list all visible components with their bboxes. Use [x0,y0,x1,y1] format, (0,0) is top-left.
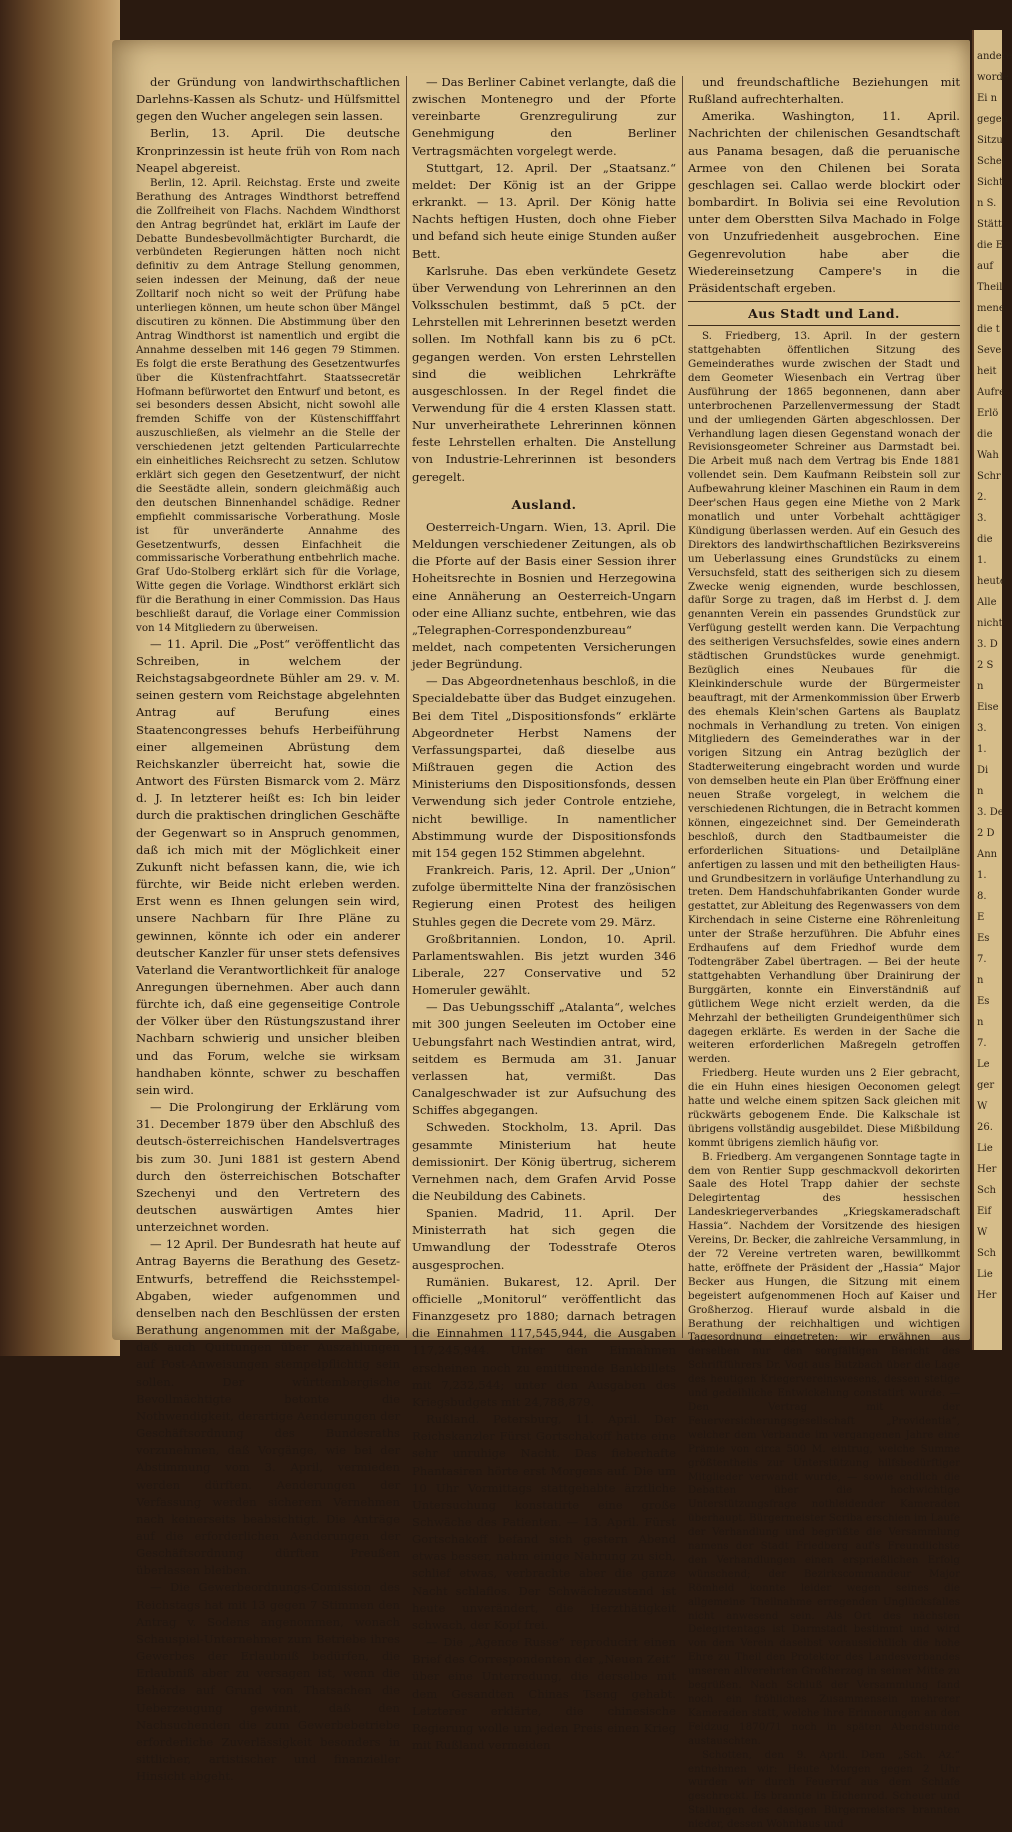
next-page-fragment: 3. [977,513,987,524]
next-page-fragment: nicht [977,618,1003,629]
article-paragraph: S. Friedberg, 13. April. In der gestern stattgehabten öffentlichen Sitzung des Gemeinderathes wurde zwischen der Stadt und dem Geometer Wiesenbach ein Vertrag über Ausführung der 1865 begonnenen, dann aber unterbrochenen Parzellenvermessung der Stadt und der umliegenden Gärten abgeschlossen. Der Verhandlung lagen diesen Gegenstand wonach der Revisionsgeometer Schreiner aus Darmstadt bei. Die Arbeit muß nach dem Vertrag bis Ende 1881 vollendet sein. Dem Kaufmann Reibstein soll zur Aufbewahrung kleiner Maschinen ein Raum in dem Deer'schen Haus gegen eine Miethe von 2 Mark monatlich und unter Vorbehalt achttägiger Kündigung überlassen werden. Auf ein Gesuch des Direktors des landwirthschaftlichen Bezirksvereins um Ueberlassung eines Grundstücks zu einem Versuchsfeld, statt des seitherigen sich zu diesem Zwecke wenig eignenden, wurde beschlossen, dafür Sorge zu tragen, daß im Herbst d. J. dem genannten Verein ein passendes Grundstück zur Verfügung gestellt werden kann. Die Verpachtung des seitherigen Versuchsfeldes, sowie eines andern städtischen Grundstückes wurde genehmigt. Bezüglich eines Neubaues für die Kleinkinderschule wurde der Bürgermeister beauftragt, mit der Armenkommission über Erwerb des ehemals Klein'schen Gartens als Bauplatz nochmals in Verhandlung zu treten. Von einigen Mitgliedern des Gemeinderathes war in der vorigen Sitzung ein Antrag bezüglich der Stadterweiterung eingebracht worden und wurde von demselben heute ein Plan über Eröffnung einer neuen Straße vorgelegt, in welchem die verschiedenen Richtungen, die in Betracht kommen können, eingezeichnet sind. Der Gemeinderath beschloß, durch den Stadtbaumeister die erforderlichen Situations- und Detailpläne anfertigen zu lassen und mit den betheiligten Haus- und Grundbesitzern in vorläufige Unterhandlung zu treten. Dem Handschuhfabrikanten Gonder wurde gestattet, zur Ableitung des Regenwassers von dem Kirchendach in seine Cisterne eine Röhrenleitung unter der Straße herzuführen. Die Abfuhr eines Erdhaufens auf dem Friedhof wurde dem Todtengräber Zabel übertragen. — Bei der heute stattgehabten Verhandlung über Drainirung der Burggärten, konnte ein Einverständniß auf gütlichem Wege nicht erzielt werden, da die Mehrzahl der betheiligten Grundeigenthümer sich dagegen erklärte. Es werden in der Sache die weiteren erforderlichen Maßregeln getroffen werden. [688,330,960,1066]
book-binding [0,0,120,1356]
article-paragraph: Großbritannien. London, 10. April. Parlamentswahlen. Bis jetzt wurden 346 Liberale, 227 Conservative und 52 Homeruler gewählt. [412,931,676,998]
next-page-fragment: die [977,534,993,545]
column-rule [682,76,683,1338]
next-page-fragment: heit [977,366,997,377]
article-paragraph: — Das Uebungsschiff „Atalanta“, welches mit 300 jungen Seeleuten im October eine Uebungsfahrt nach Westindien antrat, wird, seitdem es Bermuda am 31. Januar verlassen hat, vermißt. Das Canalgeschwader ist zur Aufsuchung des Schiffes abgegangen. [412,1000,676,1118]
next-page-fragment: W [977,1101,988,1112]
next-page-fragment: Es [977,996,990,1007]
next-page-fragment: n S. [977,198,997,209]
next-page-fragment: 8. [977,891,987,902]
article-paragraph: — 11. April. Die „Post“ veröffentlicht das Schreiben, in welchem der Reichstagsabgeordnete Bühler am 29. v. M. seinen gestern vom Reichstage abgelehnten Antrag auf Berufung eines Staatencongresses behufs Herbeiführung einer allgemeinen Abrüstung dem Reichskanzler überreicht hat, sowie die Antwort des Fürsten Bismarck vom 2. März d. J. In letzterer heißt es: Ich bin leider durch die praktischen dringlichen Geschäfte der Gegenwart so in Anspruch genommen, daß ich mich mit der Möglichkeit einer Zukunft nicht befassen kann, die, wie ich fürchte, wir Beide nicht erleben werden. Erst wenn es Ihnen gelungen sein wird, unsere Nachbarn für Ihre Pläne zu gewinnen, könnte ich oder ein anderer deutscher Kanzler für unser stets defensives Vaterland die Verantwortlichkeit für analoge Anregungen übernehmen. Aber auch dann fürchte ich, daß eine gegenseitige Controle der Völker über den Rüstungszustand ihrer Nachbarn schwierig und unsicher bleiben und das Forum, welche sie wirksam handhaben könnte, schwer zu beschaffen sein wird. [136,636,400,1097]
article-paragraph: — 12 April. Der Bundesrath hat heute auf Antrag Bayerns die Berathung des Gesetz-Entwurfs, betreffend die Reichsstempel-Abgaben, wieder aufgenommen und denselben nach den Beschlüssen der ersten Berathung angenommen mit der Maßgabe, daß auch Quittungen über Auszahlungen auf Post-Anweisungen stempelpflichtig sein sollen. Der württembergische Bevollmächtigte betonte die Nothwendigkeit, derartige Aenderungen der Geschäftsordnung des Bundesraths vorzunehmen, daß Vorgänge, wie bei der Abstimmung vom 3. April, vermieden werden dürften. Aenderungen der Verfassung werden sicherem Vernehmen nach keinerseits beabsichtigt. Die Anträge auf die erforderlichen Aenderungen der Geschäftsordnung dürften Preußen überlassen bleiben. [136,1237,400,1578]
next-page-fragment: Di [977,765,989,776]
next-page-fragment: Seve [977,345,1002,356]
next-page-fragment: Eif [977,1206,992,1217]
next-page-fragment: 3. D [977,639,998,650]
column-3 [688,74,960,1831]
article-paragraph: — Die Gewerbeordnungs-Comission des Reichstags hat mit 13 gegen 7 Stimmen den Antrag v. Sodens angenommen, wonach Schauspiel-Unternehmer zum Betriebe ihres Gewerbes der Erlaubniß bedürfen, die Erlaubniß aber zu versagen ist, wenn die Behörde auf Grund von Thatsachen die Ueberzeugung gewinnt, daß den Nachsuchenden die zum Gewerbebetriebe erforderliche Zuverlässigkeit besonders in sittlicher, artistischer und finanzieller Hinsicht abgeht. [136,1580,400,1784]
article-paragraph: — Die Prolongirung der Erklärung vom 31. December 1879 über den Abschluß des deutsch-österreichischen Handelsvertrages bis zum 30. Juni 1881 ist gestern Abend durch den österreichischen Botschafter Szechenyi und den Vertretern des deutschen auswärtigen Amtes hier unterzeichnet worden. [136,1100,400,1235]
article-paragraph: Rußland. Petersburg, 11. April. Der Reichskanzler Fürst Gortschakoff hatte eine sehr unruhige Nacht. Das fieberhafte Phantasiren hörte erst Morgens auf. Die um 10 Uhr Vormittags stattgehabte ärztliche Untersuchung konstatirte eine große Schwäche des Patienten. — 13. April. Fürst Gortschakoff befand sich gestern Abend etwas besser, nahm einige Nahrung zu sich, schlief etwas, verbrachte aber die ganze Nacht schlaflos. Der Schwächezustand ist heute unverändert, die Herzthätigkeit schwach, der Kopf frei. [412,1412,676,1632]
section-heading: Ausland. [511,496,577,512]
next-page-fragment: die E [977,240,1003,251]
next-page-fragment: Erlö [977,408,999,419]
next-page-fragment: 2. [977,492,987,503]
next-page-fragment: Schei [977,156,1006,167]
next-page-fragment: E [977,912,985,923]
article-paragraph: Friedberg. Heute wurden uns 2 Eier gebracht, die ein Huhn eines hiesigen Oeconomen gelegt hatte und welche einem spitzen Sack gleichen mit rückwärts gebogenem Ende. Die Kalkschale ist übrigens vollständig ausgebildet. Diese Mißbildung kommt übrigens ziemlich häufig vor. [688,1067,960,1149]
next-page-fragment: Lie [977,1269,993,1280]
next-page-fragment: Alle [977,597,997,608]
article-paragraph: Rumänien. Bukarest, 12. April. Der officielle „Monitorul“ veröffentlicht das Finanzgesetz pro 1880; darnach betragen die Einnahmen 117,545,944, die Ausgaben 117,245,944. Unter den Einnahmen erscheinen noch zu emittirende Bankbillets mit 7,232,544; unter den Ausgaben des Kriegsbudgets mit 24,788,879. [412,1274,676,1409]
next-page-fragment: 2 D [977,828,995,839]
article-paragraph: und freundschaftliche Beziehungen mit Rußland aufrechterhalten. [688,75,960,107]
next-page-fragment: n [977,681,984,692]
article-paragraph: Spanien. Madrid, 11. April. Der Ministerrath hat sich gegen die Umwandlung der Todesstrafe Oteros ausgesprochen. [412,1206,676,1272]
next-page-fragment: Wah [977,450,999,461]
article-paragraph: Berlin, 13. April. Die deutsche Kronprinzessin ist heute früh von Rom nach Neapel abgereist. [136,126,400,175]
article-paragraph: — Die „Agence Russe“ reproducirt einen Brief des Correspondenten der „Neuen Zeit“ über eine Unterredung, die derselbe mit dem Gesandten Chinas Tseng gehabt. Letzterer erklärte, die chinesische Regierung wolle um jeden Preis einen Krieg mit Rußland vermeiden [412,1635,676,1752]
next-page-fragment: Sch [977,1248,996,1259]
next-page-fragment: Sicht [977,177,1004,188]
next-page-fragment: Ann [977,849,998,860]
next-page-fragment: die t [977,324,1000,335]
article-paragraph: Oesterreich-Ungarn. Wien, 13. April. Die Meldungen verschiedener Zeitungen, als ob die Pforte auf der Basis einer Session ihrer Hoheitsrechte in Bosnien und Herzegowina eine Annäherung an Oesterreich-Ungarn oder eine Allianz suchte, entbehren, wie das „Telegraphen-Correspondenzbureau“ meldet, nach competenten Versicherungen jeder Begründung. [412,519,676,672]
article-paragraph: Frankreich. Paris, 12. April. Der „Union“ zufolge übermittelte Nina der französischen Regierung einen Protest des heiligen Stuhles gegen die Decrete vom 29. März. [412,863,676,929]
article-paragraph: — Das Abgeordnetenhaus beschloß, in die Specialdebatte über das Budget einzugehen. Bei dem Titel „Dispositionsfonds“ erklärte Abgeordneter Herbst Namens der Verfassungspartei, daß dieselbe aus Mißtrauen gegen die Action des Ministeriums den Dispositionsfonds, dessen Verwendung sich jeder Controle entziehe, nicht bewillige. In namentlicher Abstimmung wurde der Dispositionsfonds mit 154 gegen 152 Stimmen abgelehnt. [412,674,676,860]
next-page-fragment: 1. [977,555,987,566]
next-page-fragment: worde [977,72,1009,83]
next-page-fragment: Her [977,1164,997,1175]
next-page-fragment: W [977,1227,988,1238]
next-page-fragment: Le [977,1059,990,1070]
next-page-fragment: 1. [977,870,987,881]
next-page-fragment: n [977,1017,984,1028]
next-page-fragment: Sch [977,1185,996,1196]
next-page-fragment: heute [977,576,1006,587]
next-page-fragment: 7. [977,1038,987,1049]
section-heading: Aus Stadt und Land. [688,301,960,326]
next-page-fragment: 1. [977,744,987,755]
next-page-fragment: gegen [977,114,1009,125]
next-page-fragment: Schr [977,471,1001,482]
next-page-fragment: andere [977,51,1012,62]
next-page-fragment: Her [977,1290,997,1301]
next-page-fragment: Theil [977,282,1003,293]
next-page-fragment: 2 S [977,660,994,671]
next-page-fragment: n [977,786,984,797]
next-page-fragment: 7. [977,954,987,965]
next-page-fragment: Aufre [977,387,1006,398]
next-page-fragment: Lie [977,1143,993,1154]
next-page-fragment: auf [977,261,994,272]
next-page-fragment: Sitzu [977,135,1003,146]
article-paragraph: Schotten, den 9. April. Dem „Sch. Az.“ entnehmen wir: Heute Morgen gegen 2 Uhr wurden wir durch Feuerruf aus dem Schlafe geschreckt. Es brannte in Eichenrod. Scheuer und Stallungen des dasigen Bürgermeisters brannten nieder, dessen Wohnhaus und [688,1748,960,1831]
article-paragraph: Schweden. Stockholm, 13. April. Das gesammte Ministerium hat heute demissionirt. Der König übertrug, sicherem Vernehmen nach, dem Grafen Arvid Posse die Neubildung des Cabinets. [412,1120,676,1203]
next-page-fragment: 3. De [977,807,1004,818]
next-page-fragment: 26. [977,1122,993,1133]
article-paragraph: Karlsruhe. Das eben verkündete Gesetz über Verwendung von Lehrerinnen an den Volksschulen bestimmt, daß 5 pCt. der Lehrstellen mit Lehrerinnen besetzt werden sollen. Im Nothfall kann bis zu 6 pCt. gegangen werden. Von ersten Lehrstellen sind die weiblichen Lehrkräfte ausgeschlossen. In der Regel findet die Verwendung für die 4 ersten Klassen statt. Nur unverheirathete Lehrerinnen können feste Lehrstellen erhalten. Die Anstellung von Industrie-Lehrerinnen ist besonders geregelt. [412,263,676,484]
next-page-fragment: Stätt [977,219,1002,230]
next-page-fragment: 3. [977,723,987,734]
article-paragraph: B. Friedberg. Am vergangenen Sonntage tagte in dem von Rentier Supp geschmackvoll dekorirten Saale des Hotel Trapp dahier der sechste Delegirtentag des hessischen Landeskriegerverbandes „Kriegskameradschaft Hassia“. Nachdem der Vorsitzende des hiesigen Vereins, Dr. Becker, die zahlreiche Versammlung, in der 72 Vereine vertreten waren, bewillkommt hatte, eröffnete der Präsident der „Hassia“ Major Becker aus Hungen, die Sitzung mit einem begeistert aufgenommenen Hoch auf Kaiser und Großherzog. Hierauf wurde alsbald in die Berathung der reichhaltigen und wichtigen Tagesordnung eingetreten; wir erwähnen aus derselben nur den sorgfältigen Bericht des Schriftführers Dr. Vogt aus Butzbach über die Lage des heutigen Kriegervereinswesens, dessen stetige und gedeihliche Entwickelung constatirt wurde. — Den Vertrag mit der Feuerversicherungsgesellschaft „Providentia“, welcher dem Verbande im vergangenen Jahre eine Prämie von circa 500 M. eintrug, welche Summe größtentheils zur Unterstützung hilfsbedürftiger Mitglieder verwandt wurde, — sowie endlich die Debatten über die hochwichtige Unterstützungsfrage nothleidender Kameraden überhaupt. Bürgermeister Scriba erschien im Laufe der Verhandlung und begrüßte die Versammlung namens der Stadt Friedberg auf's Freundlichste den Verhandlungen einen ersprießlichen Erfolg wünschend; der Bezirkscommandeur Major Römheld konnte leider wegen seines die allgemeine Theilnahme erregenden Unglücksfalles nicht anwesend sein. Als Ort des nächsten Delegirtentags ist Darmstadt bestimmt und wird von dem Verein daselbst voraussichtlich die hohe Ehre zu Theil den Protektor des Landesverbandes unseren allverehrten Großherzog in seiner Mitte zu begrüßen. Nach Schluß der Versammlung fand noch ein fröhliches Zusammensein mehrerer Kameraden statt, welche ihre Erinnerungen an den Feldzug 1870/71 noch in späten Abendstunde austauschten. [688,1150,960,1747]
next-page-fragment: die [977,429,993,440]
next-page-fragment: Es [977,933,990,944]
article-paragraph: Stuttgart, 12. April. Der „Staatsanz.“ meldet: Der König ist an der Grippe erkrankt. — 13. April. Der König hatte Nachts heftigen Husten, doch ohne Fieber und befand sich heute einige Stunden außer Bett. [412,160,676,261]
next-page-fragment: Ei n [977,93,998,104]
column-1 [136,74,400,1784]
article-paragraph: — Das Berliner Cabinet verlangte, daß die zwischen Montenegro und der Pforte vereinbarte Grenzregulirung zur Genehmigung den Berliner Vertragsmächten vorgelegt werde. [412,75,676,158]
next-page-fragment: Eise [977,702,999,713]
column-rule [406,76,407,1338]
adjacent-page-edge [972,30,1012,1350]
next-page-fragment: mene [977,303,1005,314]
next-page-fragment: ger [977,1080,995,1091]
article-paragraph: Amerika. Washington, 11. April. Nachrichten der chilenischen Gesandtschaft aus Panama besagen, daß die peruanische Armee von den Chilenen bei Sorata geschlagen sei. Callao werde blockirt oder bombardirt. In Bolivia sei eine Revolution unter dem Oberstten Silva Machado in Folge von Unzufriedenheit ausgebrochen. Eine Gegenrevolution habe aber die Wiedereinsetzung Campere's in die Präsidentschaft ergeben. [688,109,960,295]
column-2 [412,74,676,1752]
next-page-fragment: n [977,975,984,986]
article-paragraph: der Gründung von landwirthschaftlichen Darlehns-Kassen als Schutz- und Hülfsmittel gegen den Wucher angelegen sein lassen. [136,75,400,124]
article-paragraph: Berlin, 12. April. Reichstag. Erste und zweite Berathung des Antrages Windthorst betreffend die Zollfreiheit von Flachs. Nachdem Windthorst den Antrag begründet hat, erklärt im Laufe der Debatte Bundesbevollmächtigter Burchardt, die verbündeten Regierungen hätten noch nicht definitiv zu dem Antrage Stellung genommen, seien indessen der Meinung, daß der neue Zolltarif noch nicht so weit der Prüfung habe unterliegen können, um heute schon über Mängel discutiren zu können. Die Abstimmung über den Antrag Windthorst ist namentlich und ergibt die Annahme desselben mit 146 gegen 79 Stimmen. Es folgt die erste Berathung des Gesetzentwurfes über die Küstenfrachtfahrt. Staatssecretär Hofmann befürwortet den Entwurf und betont, es sei besonders dessen Absicht, nicht sowohl alle fremden Schiffe von der Küstenschifffahrt auszuschließen, als vielmehr an die Stelle der verschiedenen jetzt geltenden Particularrechte ein einheitliches Reichsrecht zu setzen. Schlutow erklärt sich gegen den Gesetzentwurf, der nicht die Seestädte allein, sondern gleichmäßig auch den deutschen Binnenhandel schädige. Redner empfiehlt commissarische Vorberathung. Mosle ist für unveränderte Annahme des Gesetzentwurfs, dessen Einfachheit die commissarische Vorberathung entbehrlich mache. Graf Udo-Stolberg erklärt sich für die Vorlage, Witte gegen die Vorlage. Windthorst erklärt sich für die Berathung in einer Commission. Das Haus beschließt darauf, die Vorlage einer Commission von 14 Mitgliedern zu überweisen. [136,176,400,634]
